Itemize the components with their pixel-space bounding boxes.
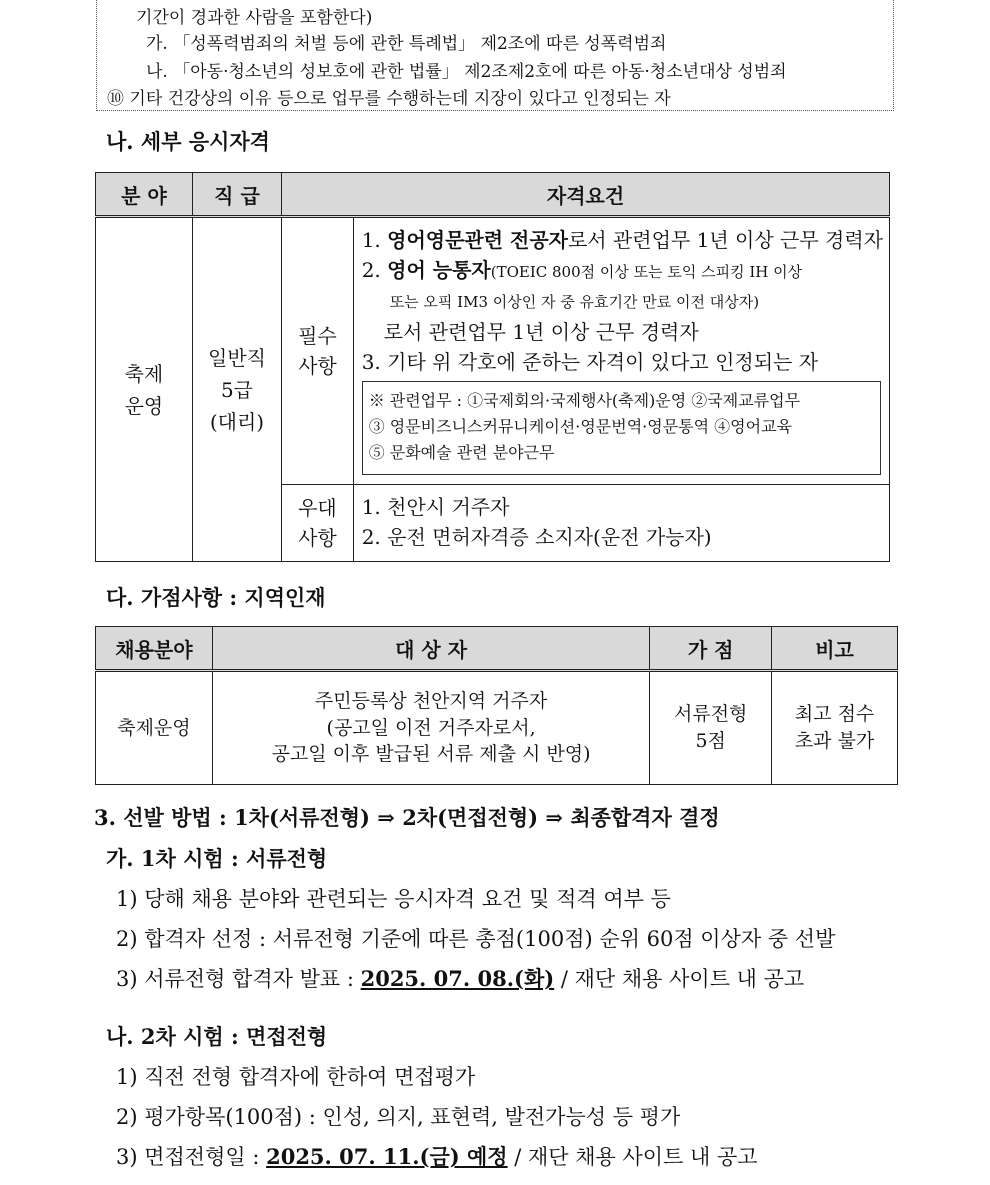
cell-points: 서류전형 5점 <box>650 671 772 785</box>
cell-target: 주민등록상 천안지역 거주자 (공고일 이전 거주자로서, 공고일 이후 발급된 서류 제출 시 반영) <box>212 671 649 785</box>
step2-item-2: 2) 평가항목(100점) : 인성, 의지, 표현력, 발전가능성 등 평가 <box>116 1105 681 1129</box>
requirement-2: 2. 영어 능통자(TOEIC 800점 이상 또는 토익 스피킹 IH 이상 <box>361 258 803 282</box>
header-grade: 직 급 <box>192 173 281 217</box>
requirement-3: 3. 기타 위 각호에 준하는 자격이 있다고 인정되는 자 <box>361 350 819 374</box>
cell-required-label: 필수 사항 <box>282 217 354 485</box>
step2-interview-date: 2025. 07. 11.(금) 예정 <box>266 1144 508 1169</box>
qualification-table <box>95 172 890 562</box>
requirement-2-rest: 로서 관련업무 1년 이상 근무 경력자 <box>383 320 699 344</box>
section-title-bonus: 다. 가점사항 : 지역인재 <box>106 585 326 610</box>
cell-note: 최고 점수 초과 불가 <box>772 671 898 785</box>
step1-announce-date: 2025. 07. 08.(화) <box>360 966 555 991</box>
section-title-selection: 3. 선발 방법 : 1차(서류전형) ⇒ 2차(면접전형) ⇒ 최종합격자 결정 <box>94 805 720 830</box>
cell-field: 축제 운영 <box>96 217 193 562</box>
box-line-3: 나. 「아동·청소년의 성보호에 관한 법률」 제2조제2호에 따른 아동·청소년대상 성범죄 <box>146 62 787 82</box>
preference-2: 2. 운전 면허자격증 소지자(운전 가능자) <box>361 525 712 549</box>
header-target: 대 상 자 <box>212 627 649 671</box>
header-note: 비고 <box>772 627 898 671</box>
cell-grade: 일반직 5급 (대리) <box>192 217 281 562</box>
header-field: 분 야 <box>96 173 193 217</box>
preference-1: 1. 천안시 거주자 <box>361 495 510 519</box>
step1-title: 가. 1차 시험 : 서류전형 <box>106 846 328 871</box>
requirement-2-detail: 또는 오픽 IM3 이상인 자 중 유효기간 만료 이전 대상자) <box>389 293 760 311</box>
box-line-4: ⑩ 기타 건강상의 이유 등으로 업무를 수행하는데 지장이 있다고 인정되는 자 <box>107 89 671 109</box>
header-points: 가 점 <box>650 627 772 671</box>
section-title-qualifications: 나. 세부 응시자격 <box>106 129 270 154</box>
header-requirements: 자격요건 <box>282 173 890 217</box>
requirement-1: 1. 영어영문관련 전공자로서 관련업무 1년 이상 근무 경력자 <box>361 228 883 252</box>
step1-item-3: 3) 서류전형 합격자 발표 : 2025. 07. 08.(화) / 재단 채용 사이트 내 공고 <box>116 966 805 991</box>
cell-preferred-label: 우대 사항 <box>282 485 354 562</box>
bonus-table <box>95 626 898 785</box>
related-work-note <box>362 381 881 475</box>
note-line-2: ③ 영문비즈니스커뮤니케이션·영문번역·영문통역 ④영어교육 <box>368 417 792 436</box>
step1-item-2: 2) 합격자 선정 : 서류전형 기준에 따른 총점(100점) 순위 60점 이상자 중 선발 <box>116 927 836 951</box>
cell-preferred-content <box>353 485 889 562</box>
step2-title: 나. 2차 시험 : 면접전형 <box>106 1024 328 1049</box>
note-line-3: ⑤ 문화예술 관련 분야근무 <box>368 443 555 462</box>
step1-item-1: 1) 당해 채용 분야와 관련되는 응시자격 요건 및 적격 여부 등 <box>116 887 671 911</box>
box-line-1: 기간이 경과한 사람을 포함한다) <box>136 8 373 28</box>
header-field: 채용분야 <box>96 627 213 671</box>
note-line-1: ※ 관련업무 : ①국제회의·국제행사(축제)운영 ②국제교류업무 <box>368 391 801 410</box>
cell-field: 축제운영 <box>96 671 213 785</box>
box-line-2: 가. 「성폭력범죄의 처벌 등에 관한 특례법」 제2조에 따른 성폭력범죄 <box>146 34 667 54</box>
step2-item-3: 3) 면접전형일 : 2025. 07. 11.(금) 예정 / 재단 채용 사이트 내 공고 <box>116 1144 758 1169</box>
step2-item-1: 1) 직전 전형 합격자에 한하여 면접평가 <box>116 1065 476 1089</box>
cell-required-content <box>353 217 889 485</box>
